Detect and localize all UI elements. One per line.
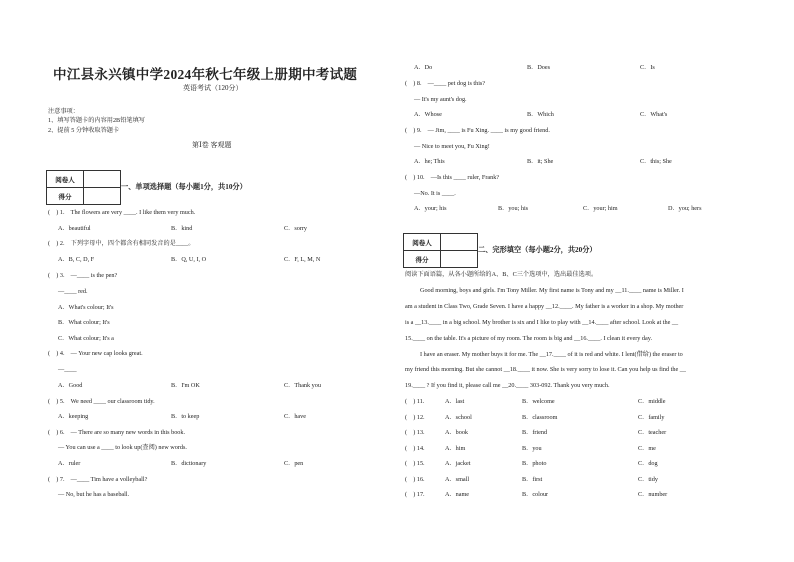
option[interactable]: B．colour <box>522 491 549 498</box>
passage-line: Good morning, boys and girls. I'm Tony Miller. My first name is Tony and my __11.____ name is Miller. I <box>420 287 684 294</box>
option[interactable]: C．middle <box>638 398 666 405</box>
option[interactable]: B．to keep <box>171 413 200 420</box>
choice-number: ( ) 11. <box>405 398 425 405</box>
option[interactable]: C．F, L, M, N <box>284 256 321 263</box>
choice-number: ( ) 16. <box>405 476 425 483</box>
passage-line: 15.____ on the table. It's a picture of my room. The room is big and __16.____. I clean it every day. <box>405 335 653 342</box>
exam-subtitle: 英语考试（120分） <box>183 84 243 92</box>
section-heading: 一、单项选择题（每小题1分，共10分） <box>121 183 247 191</box>
option[interactable]: B．photo <box>522 460 547 467</box>
score-cell <box>84 188 121 205</box>
question-stem: ( ) 2. 下列字母中，四个都含有相同发音的是____。 <box>48 240 195 247</box>
option[interactable]: A．Do <box>414 64 433 71</box>
option[interactable]: C．What colour; It's a <box>58 335 114 342</box>
reviewer-label: 阅卷人 <box>404 234 441 251</box>
question-line: — No, but he has a baseball. <box>58 491 130 498</box>
option[interactable]: B．dictionary <box>171 460 207 467</box>
option[interactable]: C．Is <box>640 64 655 71</box>
score-cell <box>441 251 478 268</box>
option[interactable]: B．Which <box>527 111 554 118</box>
option[interactable]: A．Whose <box>414 111 442 118</box>
option[interactable]: C．Thank you <box>284 382 321 389</box>
notes-heading: 注意事项： <box>48 108 79 115</box>
option[interactable]: A．school <box>445 414 472 421</box>
option[interactable]: B．you; his <box>498 205 529 212</box>
choice-number: ( ) 12. <box>405 414 425 421</box>
option[interactable]: B．classroom <box>522 414 558 421</box>
option[interactable]: C．have <box>284 413 306 420</box>
option[interactable]: A．Good <box>58 382 83 389</box>
choice-number: ( ) 15. <box>405 460 425 467</box>
question-line: — You can use a ____ to look up(查阅) new words. <box>58 444 187 451</box>
option[interactable]: A．he; This <box>414 158 445 165</box>
option[interactable]: B．you <box>522 445 542 452</box>
option[interactable]: C．pen <box>284 460 304 467</box>
option[interactable]: A．small <box>445 476 470 483</box>
option[interactable]: B．it; She <box>527 158 554 165</box>
option[interactable]: B．friend <box>522 429 548 436</box>
question-stem: ( ) 8. —____ pet dog is this? <box>405 80 486 87</box>
option[interactable]: C．me <box>638 445 656 452</box>
option[interactable]: B．first <box>522 476 543 483</box>
option[interactable]: C．tidy <box>638 476 658 483</box>
option[interactable]: C．What's <box>640 111 668 118</box>
exam-title: 中江县永兴镇中学2024年秋七年级上册期中考试题 <box>53 67 358 82</box>
score-box <box>46 170 121 205</box>
option[interactable]: D．you; hers <box>668 205 702 212</box>
instruction: 阅读下面语篇，从各小题所给的A、B、C三个选项中，选出最佳选项。 <box>405 271 598 278</box>
option[interactable]: A．book <box>445 429 469 436</box>
volume-heading: 第Ⅰ卷 客观题 <box>192 141 232 149</box>
passage-line: I have an eraser. My mother buys it for me. The __17.____ of it is red and white. I lent(借给) the eraser to <box>420 351 683 358</box>
option[interactable]: B．What colour; It's <box>58 319 110 326</box>
option[interactable]: A．your; his <box>414 205 447 212</box>
option[interactable]: A．What's colour; It's <box>58 304 114 311</box>
option[interactable]: A．name <box>445 491 470 498</box>
option[interactable]: C．dog <box>638 460 658 467</box>
passage-line: 19.____ ? If you find it, please call me __20.____ 303-092. Thank you very much. <box>405 382 610 389</box>
option[interactable]: C．number <box>638 491 668 498</box>
option[interactable]: A．ruler <box>58 460 81 467</box>
question-stem: ( ) 9. — Jim, ____ is Fu Xing. ____ is my good friend. <box>405 127 550 134</box>
option[interactable]: C．your; him <box>583 205 618 212</box>
option[interactable]: B．I'm OK <box>171 382 200 389</box>
score-label: 得分 <box>47 188 84 205</box>
option[interactable]: A．keeping <box>58 413 89 420</box>
question-stem: ( ) 5. We need ____ our classroom tidy. <box>48 398 155 405</box>
option[interactable]: A．jacket <box>445 460 471 467</box>
option[interactable]: B．Does <box>527 64 551 71</box>
choice-number: ( ) 17. <box>405 491 425 498</box>
question-stem: ( ) 6. — There are so many new words in this book. <box>48 429 186 436</box>
score-box <box>403 233 478 268</box>
choice-number: ( ) 14. <box>405 445 425 452</box>
option[interactable]: C．teacher <box>638 429 667 436</box>
option[interactable]: A．beautiful <box>58 225 91 232</box>
note-item: 1、填写答题卡的内容用2B铅笔填写 <box>48 117 145 124</box>
question-line: —No. It is ____. <box>414 190 456 197</box>
question-line: — It's my aunt's dog. <box>414 96 467 103</box>
option[interactable]: C．family <box>638 414 665 421</box>
option[interactable]: B．welcome <box>522 398 555 405</box>
score-label: 得分 <box>404 251 441 268</box>
passage-line: my friend this morning. But she cannot __18.____ it now. She is very sorry to lose it. Can you help us find the __ <box>405 366 686 373</box>
question-line: —____ <box>58 366 77 373</box>
note-item: 2、提前 5 分钟收取答题卡 <box>48 127 120 134</box>
reviewer-cell <box>441 234 478 251</box>
question-stem: ( ) 4. — Your new cap looks great. <box>48 350 143 357</box>
reviewer-cell <box>84 171 121 188</box>
option[interactable]: C．this; She <box>640 158 672 165</box>
option[interactable]: A．him <box>445 445 466 452</box>
option[interactable]: C．sorry <box>284 225 308 232</box>
option[interactable]: B．kind <box>171 225 193 232</box>
question-stem: ( ) 7. —____ Tim have a volleyball? <box>48 476 148 483</box>
question-line: —____ red. <box>58 288 88 295</box>
question-stem: ( ) 10. —Is this ____ ruler, Frank? <box>405 174 500 181</box>
question-stem: ( ) 3. —____ is the pen? <box>48 272 118 279</box>
question-line: — Nice to meet you, Fu Xing! <box>414 143 490 150</box>
option[interactable]: A．B, C, D, F <box>58 256 95 263</box>
choice-number: ( ) 13. <box>405 429 425 436</box>
passage-line: am a student in Class Two, Grade Seven. I have a happy __12.____. My father is a worker in a shop. My mother <box>405 303 684 310</box>
passage-line: is a __13.____ in a big school. My brother is six and I like to play with __14.____ after school. Look at the __ <box>405 319 679 326</box>
section-heading: 二、完形填空（每小题2分，共20分） <box>478 246 597 254</box>
reviewer-label: 阅卷人 <box>47 171 84 188</box>
question-stem: ( ) 1. The flowers are very ____. I like them very much. <box>48 209 196 216</box>
option[interactable]: B．Q, U, I, O <box>171 256 207 263</box>
option[interactable]: A．last <box>445 398 465 405</box>
